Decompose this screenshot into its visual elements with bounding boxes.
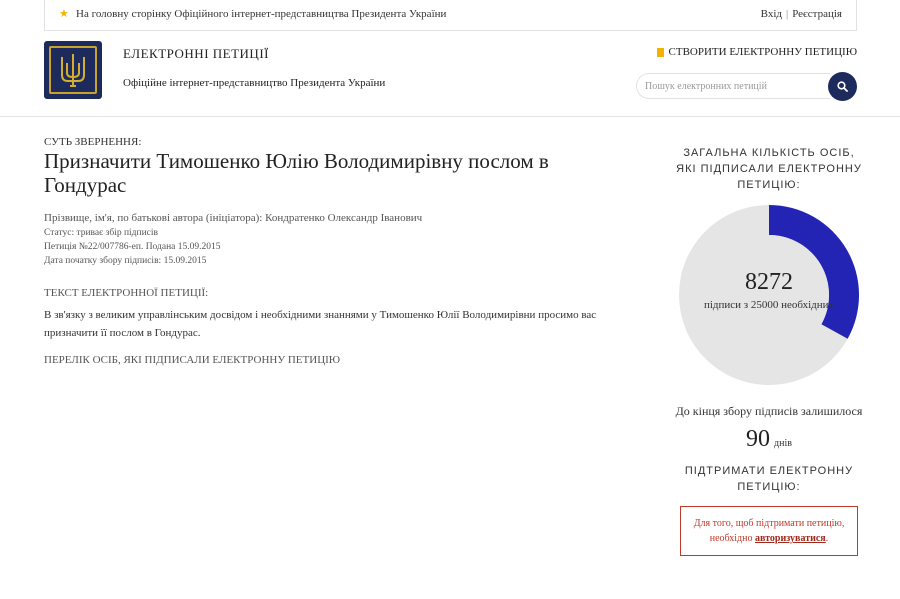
authorize-link[interactable]: авторизуватися: [754, 533, 826, 544]
support-heading: ПІДТРИМАТИ ЕЛЕКТРОННУ ПЕТИЦІЮ:: [684, 465, 854, 493]
auth-text-end: .: [825, 533, 829, 544]
petition-text: В зв'язку з великим управлінським досвідом і необхідними знаннями у Тимошенко Юлії Володимирівни просимо вас призначити її послом в Гондурас.: [44, 309, 597, 339]
login-link[interactable]: Вхід: [760, 8, 782, 20]
days-unit: днів: [774, 438, 792, 449]
days-count: 90: [746, 426, 771, 452]
signatures-progress: [679, 205, 859, 385]
search-input[interactable]: [636, 73, 830, 99]
site-title[interactable]: ЕЛЕКТРОННІ ПЕТИЦІЇ: [123, 46, 269, 61]
trident-icon: [49, 46, 97, 94]
remaining-label: До кінця збору підписів залишилося: [675, 404, 863, 418]
petition-content: [44, 136, 634, 366]
signatures-center: [679, 269, 859, 313]
auth-required-box: [680, 506, 858, 556]
home-link-label[interactable]: На головну сторінку Офіційного інтернет-представництва Президента України: [76, 8, 447, 20]
petition-number: Петиція №22/007786-еп. Подана 15.09.2015: [44, 242, 221, 252]
petition-author: Прізвище, ім'я, по батькові автора (ініціатора): Кондратенко Олександр Іванович: [44, 212, 423, 224]
search-button[interactable]: [828, 72, 857, 101]
create-petition-link[interactable]: [657, 46, 857, 58]
petition-title: Призначити Тимошенко Юлію Володимирівну послом в Гондурас: [44, 149, 549, 197]
petition-status: Статус: триває збір підписів: [44, 228, 159, 238]
top-bar: [44, 0, 857, 31]
total-signatures-heading: ЗАГАЛЬНА КІЛЬКІСТЬ ОСІБ, ЯКІ ПІДПИСАЛИ ЕЛЕКТРОННУ ПЕТИЦІЮ:: [676, 147, 862, 191]
site-logo[interactable]: [44, 41, 102, 99]
signatures-of-required: підписи з 25000 необхідних: [703, 299, 835, 311]
auth-links: [761, 8, 842, 20]
site-subtitle: Офіційне інтернет-представництво Президента України: [123, 77, 386, 89]
days-remaining: [674, 426, 864, 453]
essence-label: СУТЬ ЗВЕРНЕННЯ:: [44, 136, 142, 148]
search-icon: [837, 81, 848, 92]
document-icon: [657, 48, 664, 57]
signatures-sidebar: [674, 145, 864, 556]
signature-count: 8272: [745, 269, 793, 295]
site-header: [0, 31, 900, 117]
home-link[interactable]: [59, 8, 446, 20]
register-link[interactable]: Реєстрація: [792, 8, 842, 20]
create-petition-label[interactable]: СТВОРИТИ ЕЛЕКТРОННУ ПЕТИЦІЮ: [668, 46, 857, 58]
signers-list-link[interactable]: ПЕРЕЛІК ОСІБ, ЯКІ ПІДПИСАЛИ ЕЛЕКТРОННУ ПЕТИЦІЮ: [44, 354, 341, 366]
auth-separator: |: [786, 8, 789, 20]
star-icon: ★: [59, 7, 69, 20]
auth-text: Для того, щоб підтримати петицію, необхідно: [693, 518, 845, 544]
petition-start-date: Дата початку збору підписів: 15.09.2015: [44, 256, 207, 266]
petition-text-label: ТЕКСТ ЕЛЕКТРОННОЇ ПЕТИЦІЇ:: [44, 287, 209, 299]
